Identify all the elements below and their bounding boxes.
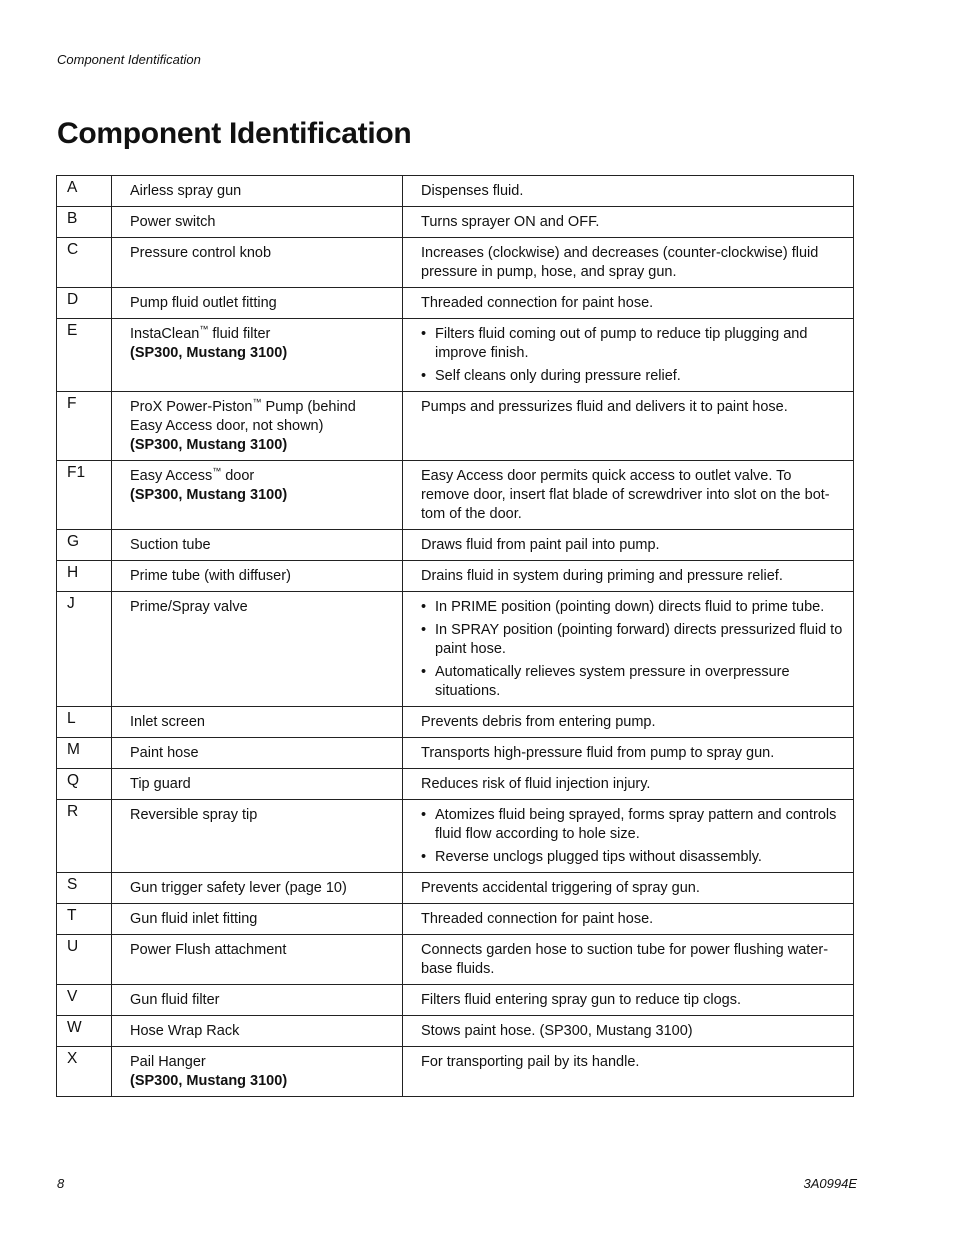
component-name: Hose Wrap Rack: [130, 1023, 240, 1039]
component-description: Filters fluid entering spray gun to reduce tip clogs.: [421, 992, 741, 1008]
component-key: H: [57, 561, 112, 592]
description-bullet: • Automatically relieves system pressure in overpressure situations.: [421, 663, 843, 701]
component-name: Paint hose: [130, 745, 199, 761]
component-description: Threaded connection for paint hose.: [421, 295, 654, 311]
component-name: Pump fluid outlet fitting: [130, 295, 277, 311]
component-row: [57, 592, 854, 707]
component-name-cell: [112, 238, 403, 288]
description-bullet: • Self cleans only during pressure relief.: [421, 367, 843, 386]
component-description-cell: [403, 176, 854, 207]
description-list: [421, 806, 843, 867]
description-bullet: • Filters fluid coming out of pump to reduce tip plugging and improve finish.: [421, 325, 843, 363]
component-name: Pail Hanger: [130, 1054, 206, 1070]
component-row: [57, 461, 854, 530]
component-row: [57, 873, 854, 904]
component-name-cell: [112, 935, 403, 985]
component-description-cell: [403, 800, 854, 873]
component-row: [57, 769, 854, 800]
component-description: Reduces risk of fluid injection injury.: [421, 776, 651, 792]
component-name-cell: [112, 985, 403, 1016]
component-key: L: [57, 707, 112, 738]
component-row: [57, 207, 854, 238]
component-key: Q: [57, 769, 112, 800]
component-name: Prime tube (with diffuser): [130, 568, 291, 584]
component-key: M: [57, 738, 112, 769]
component-name-cell: [112, 207, 403, 238]
component-key: F1: [57, 461, 112, 530]
description-list: [421, 325, 843, 386]
component-key: D: [57, 288, 112, 319]
trademark-symbol: ™: [252, 397, 262, 408]
component-key: X: [57, 1047, 112, 1097]
document-number: 3A0994E: [803, 1176, 857, 1191]
running-header: Component Identification: [57, 52, 201, 67]
component-description: Transports high-pressure fluid from pump to spray gun.: [421, 745, 775, 761]
model-note: (SP300, Mustang 3100): [130, 437, 288, 453]
component-description: Threaded connection for paint hose.: [421, 911, 654, 927]
component-description-cell: [403, 392, 854, 461]
component-description-cell: [403, 873, 854, 904]
component-description-cell: [403, 1047, 854, 1097]
component-name: Suction tube: [130, 537, 211, 553]
component-name: Tip guard: [130, 776, 191, 792]
component-description: Prevents debris from entering pump.: [421, 714, 656, 730]
component-name-cell: [112, 288, 403, 319]
component-name-cell: [112, 592, 403, 707]
component-name-cell: [112, 904, 403, 935]
component-row: [57, 800, 854, 873]
component-name: Reversible spray tip: [130, 807, 258, 823]
component-description: Stows paint hose. (SP300, Mustang 3100): [421, 1023, 693, 1039]
component-row: [57, 176, 854, 207]
component-row: [57, 904, 854, 935]
model-note: (SP300, Mustang 3100): [130, 345, 288, 361]
component-description-cell: [403, 935, 854, 985]
description-bullet: • In SPRAY position (pointing forward) directs pressurized fluid to paint hose.: [421, 621, 843, 659]
component-key: C: [57, 238, 112, 288]
component-name-cell: [112, 1047, 403, 1097]
component-description-cell: [403, 738, 854, 769]
component-name: Inlet screen: [130, 714, 205, 730]
trademark-symbol: ™: [212, 466, 222, 477]
component-name-cell: [112, 800, 403, 873]
component-name-cell: [112, 738, 403, 769]
component-description: For transporting pail by its handle.: [421, 1054, 640, 1070]
component-description: Prevents accidental triggering of spray gun.: [421, 880, 700, 896]
component-description: Draws fluid from paint pail into pump.: [421, 537, 660, 553]
component-description-cell: [403, 319, 854, 392]
component-row: [57, 1016, 854, 1047]
component-name-cell: [112, 561, 403, 592]
component-description-cell: [403, 592, 854, 707]
component-name-suffix: Pump (behind Easy Access door, not shown): [130, 399, 356, 434]
component-row: [57, 935, 854, 985]
component-row: [57, 985, 854, 1016]
component-description-cell: [403, 904, 854, 935]
component-name: Prime/Spray valve: [130, 599, 248, 615]
component-name: Gun fluid inlet fitting: [130, 911, 258, 927]
component-key: E: [57, 319, 112, 392]
component-row: [57, 707, 854, 738]
component-key: U: [57, 935, 112, 985]
component-description: Turns sprayer ON and OFF.: [421, 214, 600, 230]
component-description-cell: [403, 461, 854, 530]
component-key: F: [57, 392, 112, 461]
component-table: [56, 175, 854, 1097]
model-note: (SP300, Mustang 3100): [130, 1073, 288, 1089]
component-row: [57, 319, 854, 392]
component-description-cell: [403, 530, 854, 561]
component-name: Power Flush attachment: [130, 942, 287, 958]
component-key: G: [57, 530, 112, 561]
component-description: Pumps and pressurizes fluid and delivers it to paint hose.: [421, 399, 788, 415]
component-key: S: [57, 873, 112, 904]
component-row: [57, 561, 854, 592]
component-key: W: [57, 1016, 112, 1047]
component-row: [57, 530, 854, 561]
component-key: R: [57, 800, 112, 873]
component-name-cell: [112, 530, 403, 561]
component-description-cell: [403, 769, 854, 800]
component-name: ProX Power-Piston: [130, 399, 253, 415]
component-name-cell: [112, 319, 403, 392]
component-name-cell: [112, 1016, 403, 1047]
component-row: [57, 1047, 854, 1097]
component-description-cell: [403, 1016, 854, 1047]
component-name-cell: [112, 176, 403, 207]
component-description: Drains fluid in system during priming and pressure relief.: [421, 568, 783, 584]
component-description-cell: [403, 707, 854, 738]
component-name: Gun trigger safety lever (page 10): [130, 880, 347, 896]
component-name-suffix: door: [221, 468, 255, 484]
component-name-cell: [112, 392, 403, 461]
component-row: [57, 738, 854, 769]
page-title: Component Identification: [57, 117, 412, 150]
trademark-symbol: ™: [199, 324, 209, 335]
component-description: Dispenses fluid.: [421, 183, 524, 199]
component-description-cell: [403, 288, 854, 319]
component-row: [57, 238, 854, 288]
component-name-cell: [112, 769, 403, 800]
component-name-cell: [112, 873, 403, 904]
component-description-cell: [403, 985, 854, 1016]
component-description: Increases (clockwise) and decreases (counter-clockwise) fluid pressure in pump, hose, and spray gun.: [421, 245, 819, 280]
component-name: Pressure control knob: [130, 245, 272, 261]
component-key: A: [57, 176, 112, 207]
component-name-cell: [112, 461, 403, 530]
description-bullet: • Atomizes fluid being sprayed, forms spray pattern and controls fluid flow according to hole size.: [421, 806, 843, 844]
component-name: InstaClean: [130, 326, 200, 342]
component-name-cell: [112, 707, 403, 738]
component-name: Easy Access: [130, 468, 213, 484]
component-description-cell: [403, 207, 854, 238]
page-number: 8: [57, 1176, 65, 1191]
component-key: T: [57, 904, 112, 935]
component-name: Gun fluid filter: [130, 992, 220, 1008]
component-key: J: [57, 592, 112, 707]
description-list: [421, 598, 843, 701]
component-description: Connects garden hose to suction tube for power flushing water-base fluids.: [421, 942, 829, 977]
component-name-suffix: fluid filter: [208, 326, 271, 342]
component-row: [57, 288, 854, 319]
component-description: Easy Access door permits quick access to outlet valve. To remove door, insert flat blade of screwdriver into slot on the bot-tom of the door.: [421, 468, 830, 522]
model-note: (SP300, Mustang 3100): [130, 487, 288, 503]
component-description-cell: [403, 561, 854, 592]
description-bullet: • In PRIME position (pointing down) directs fluid to prime tube.: [421, 598, 843, 617]
component-key: B: [57, 207, 112, 238]
component-row: [57, 392, 854, 461]
component-table-body: [57, 176, 854, 1097]
component-name: Power switch: [130, 214, 216, 230]
component-name: Airless spray gun: [130, 183, 242, 199]
description-bullet: • Reverse unclogs plugged tips without disassembly.: [421, 848, 843, 867]
component-description-cell: [403, 238, 854, 288]
component-key: V: [57, 985, 112, 1016]
